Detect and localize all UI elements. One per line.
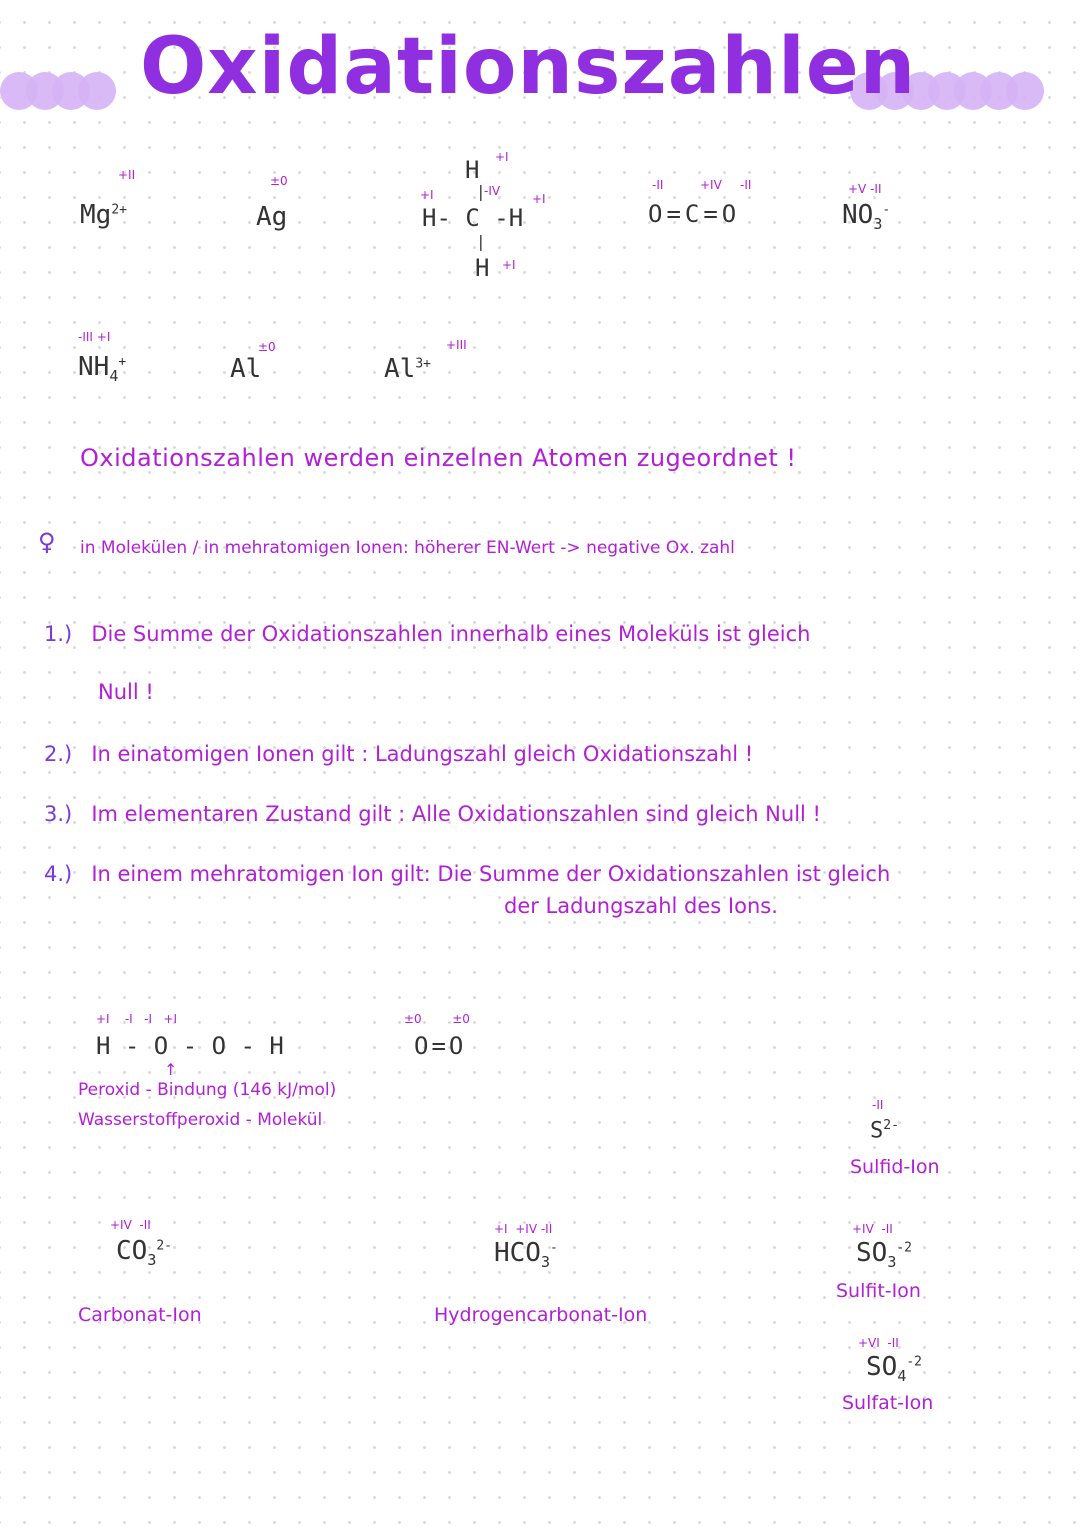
hydrogencarbonate-formula: $HCO_3^-$ <box>494 1238 558 1271</box>
sulfate-ox: +VI -II <box>858 1336 899 1350</box>
rule-4: 4.) In einem mehratomigen Ion gilt: Die Summe der Oxidationszahlen ist gleich <box>44 862 891 886</box>
peroxide-arrow: ↑ <box>164 1060 178 1079</box>
al-formula: Al <box>230 354 262 384</box>
venus-icon: ♀ <box>38 528 56 556</box>
nh4-formula: $NH_4^+$ <box>78 352 127 385</box>
title-dots-left <box>0 72 104 110</box>
rule-2: 2.) In einatomigen Ionen gilt : Ladungszahl gleich Oxidationszahl ! <box>44 742 754 766</box>
sulfide-label: Sulfid-Ion <box>850 1156 940 1178</box>
note-text: in Molekülen / in mehratomigen Ionen: höherer EN-Wert -> negative Ox. zahl <box>80 538 735 558</box>
rule-3: 3.) Im elementaren Zustand gilt : Alle Oxidationszahlen sind gleich Null ! <box>44 802 821 826</box>
sulfite-ox: +IV -II <box>852 1222 893 1236</box>
page-title: Oxidationszahlen <box>140 22 917 112</box>
carbonate-ox: +IV -II <box>110 1218 151 1232</box>
oxygen-ox: ±0 ±0 <box>404 1012 470 1026</box>
sulfate-label: Sulfat-Ion <box>842 1392 934 1414</box>
nh4-ox: -III +I <box>78 330 111 344</box>
sulfite-label: Sulfit-Ion <box>836 1280 921 1302</box>
ag-formula: Ag <box>256 202 288 232</box>
peroxide-label-1: Peroxid - Bindung (146 kJ/mol) <box>78 1080 337 1100</box>
hydrogencarbonate-ox: +I +IV -II <box>494 1222 553 1236</box>
rule-1-continuation: Null ! <box>98 680 154 704</box>
ag-ox: ±0 <box>270 174 288 188</box>
mg-formula: $Mg^{2+}$ <box>80 200 127 230</box>
peroxide-formula: H - O - O - H <box>96 1032 284 1060</box>
rule-4-continuation: der Ladungszahl des Ions. <box>504 894 778 918</box>
no3-ox: +V -II <box>848 182 882 196</box>
co2-structure: -II +IV -II O=C=O <box>648 178 752 228</box>
mg-ox: +II <box>118 168 136 182</box>
oxygen-formula: O=O <box>414 1032 467 1060</box>
sulfide-ox: -II <box>872 1098 884 1112</box>
methane-structure: H +I +I -IV +I H- C -H | | H +I <box>420 150 546 282</box>
sulfide-formula: $S^{2-}$ <box>870 1118 899 1144</box>
sulfite-formula: $SO_3^{-2}$ <box>856 1238 912 1271</box>
main-statement: Oxidationszahlen werden einzelnen Atomen zugeordnet ! <box>80 444 797 472</box>
al3-ox: +III <box>446 338 467 352</box>
carbonate-label: Carbonat-Ion <box>78 1304 202 1326</box>
sulfate-formula: $SO_4^{-2}$ <box>866 1352 922 1385</box>
hydrogencarbonate-label: Hydrogencarbonat-Ion <box>434 1304 648 1326</box>
al3-formula: $Al^{3+}$ <box>384 354 431 384</box>
carbonate-formula: $CO_3^{2-}$ <box>116 1236 172 1269</box>
peroxide-ox: +I -I -I +I <box>96 1012 178 1026</box>
rule-1: 1.) Die Summe der Oxidationszahlen innerhalb eines Moleküls ist gleich <box>44 622 811 646</box>
peroxide-label-2: Wasserstoffperoxid - Molekül <box>78 1110 323 1130</box>
no3-formula: $NO_3^-$ <box>842 200 891 233</box>
al-ox: ±0 <box>258 340 276 354</box>
